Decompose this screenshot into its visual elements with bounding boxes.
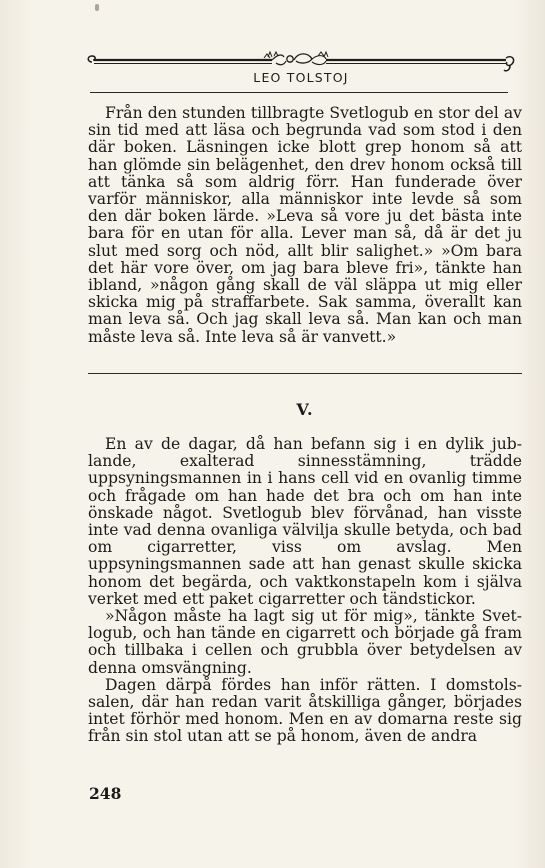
running-head: LEO TOLSTOJ (253, 70, 349, 85)
paragraph: En av de dagar, då han befann sig i en dylik jublande, exalterad sinnesstämning, trädde uppsyningsmannen in i hans cell vid en ovanlig timme och frågade om han hade det bra och om han inte önskade något. Svetlogub blev förvånad, han visste inte vad denna ovanliga välvilja skulle betyda, och bad om cigarretter, viss om avslag. Men uppsyningsmannen sade att han genast skulle skicka honom det begärda, och vaktkonstapeln kom i själva verket med ett paket cigarretter och tändstickor. (88, 435, 522, 608)
section-divider (88, 373, 522, 374)
page-number: 248 (89, 784, 122, 803)
text-before-chapter (88, 105, 522, 346)
chapter-number: V. (296, 400, 314, 419)
paragraph: Dagen därpå fördes han inför rätten. I domstolssalen, där han redan varit åtskilliga gånger, börjades intet förhör med honom. Men en av domarna reste sig från sin stol utan att se på honom, även de andra (88, 675, 522, 746)
text-after-chapter (88, 436, 522, 746)
paragraph: »Någon måste ha lagt sig ut för mig», tänkte Svetlogub, och han tände en cigarrett och började gå fram och tillbaka i cellen och grubbla över betydelsen av denna omsvängning. (88, 607, 522, 677)
page-header (86, 48, 516, 98)
header-rule (90, 92, 508, 93)
paragraph: Från den stunden tillbragte Svetlogub en stor del av sin tid med att läsa och begrunda vad som stod i den där boken. Läsningen icke blott grep honom så att han glömde sin belägenhet, den drev honom också till att tänka så som aldrig förr. Han funderade över varför människor, alla människor inte levde så som den där boken lärde. »Leva så vore ju det bästa inte bara för en utan för alla. Lever man så, då är det ju slut med sorg och nöd, allt blir salighet.» »Om bara det här vore över, om jag bara bleve fri», tänkte han ibland, »någon gång skall de väl släppa ut mig eller skicka mig på straffarbete. Sak samma, överallt kan man leva så. Och jag skall leva så. Man kan och man måste leva så. Inte leva så är vanvett.» (88, 104, 522, 346)
paper-speck (95, 4, 99, 11)
